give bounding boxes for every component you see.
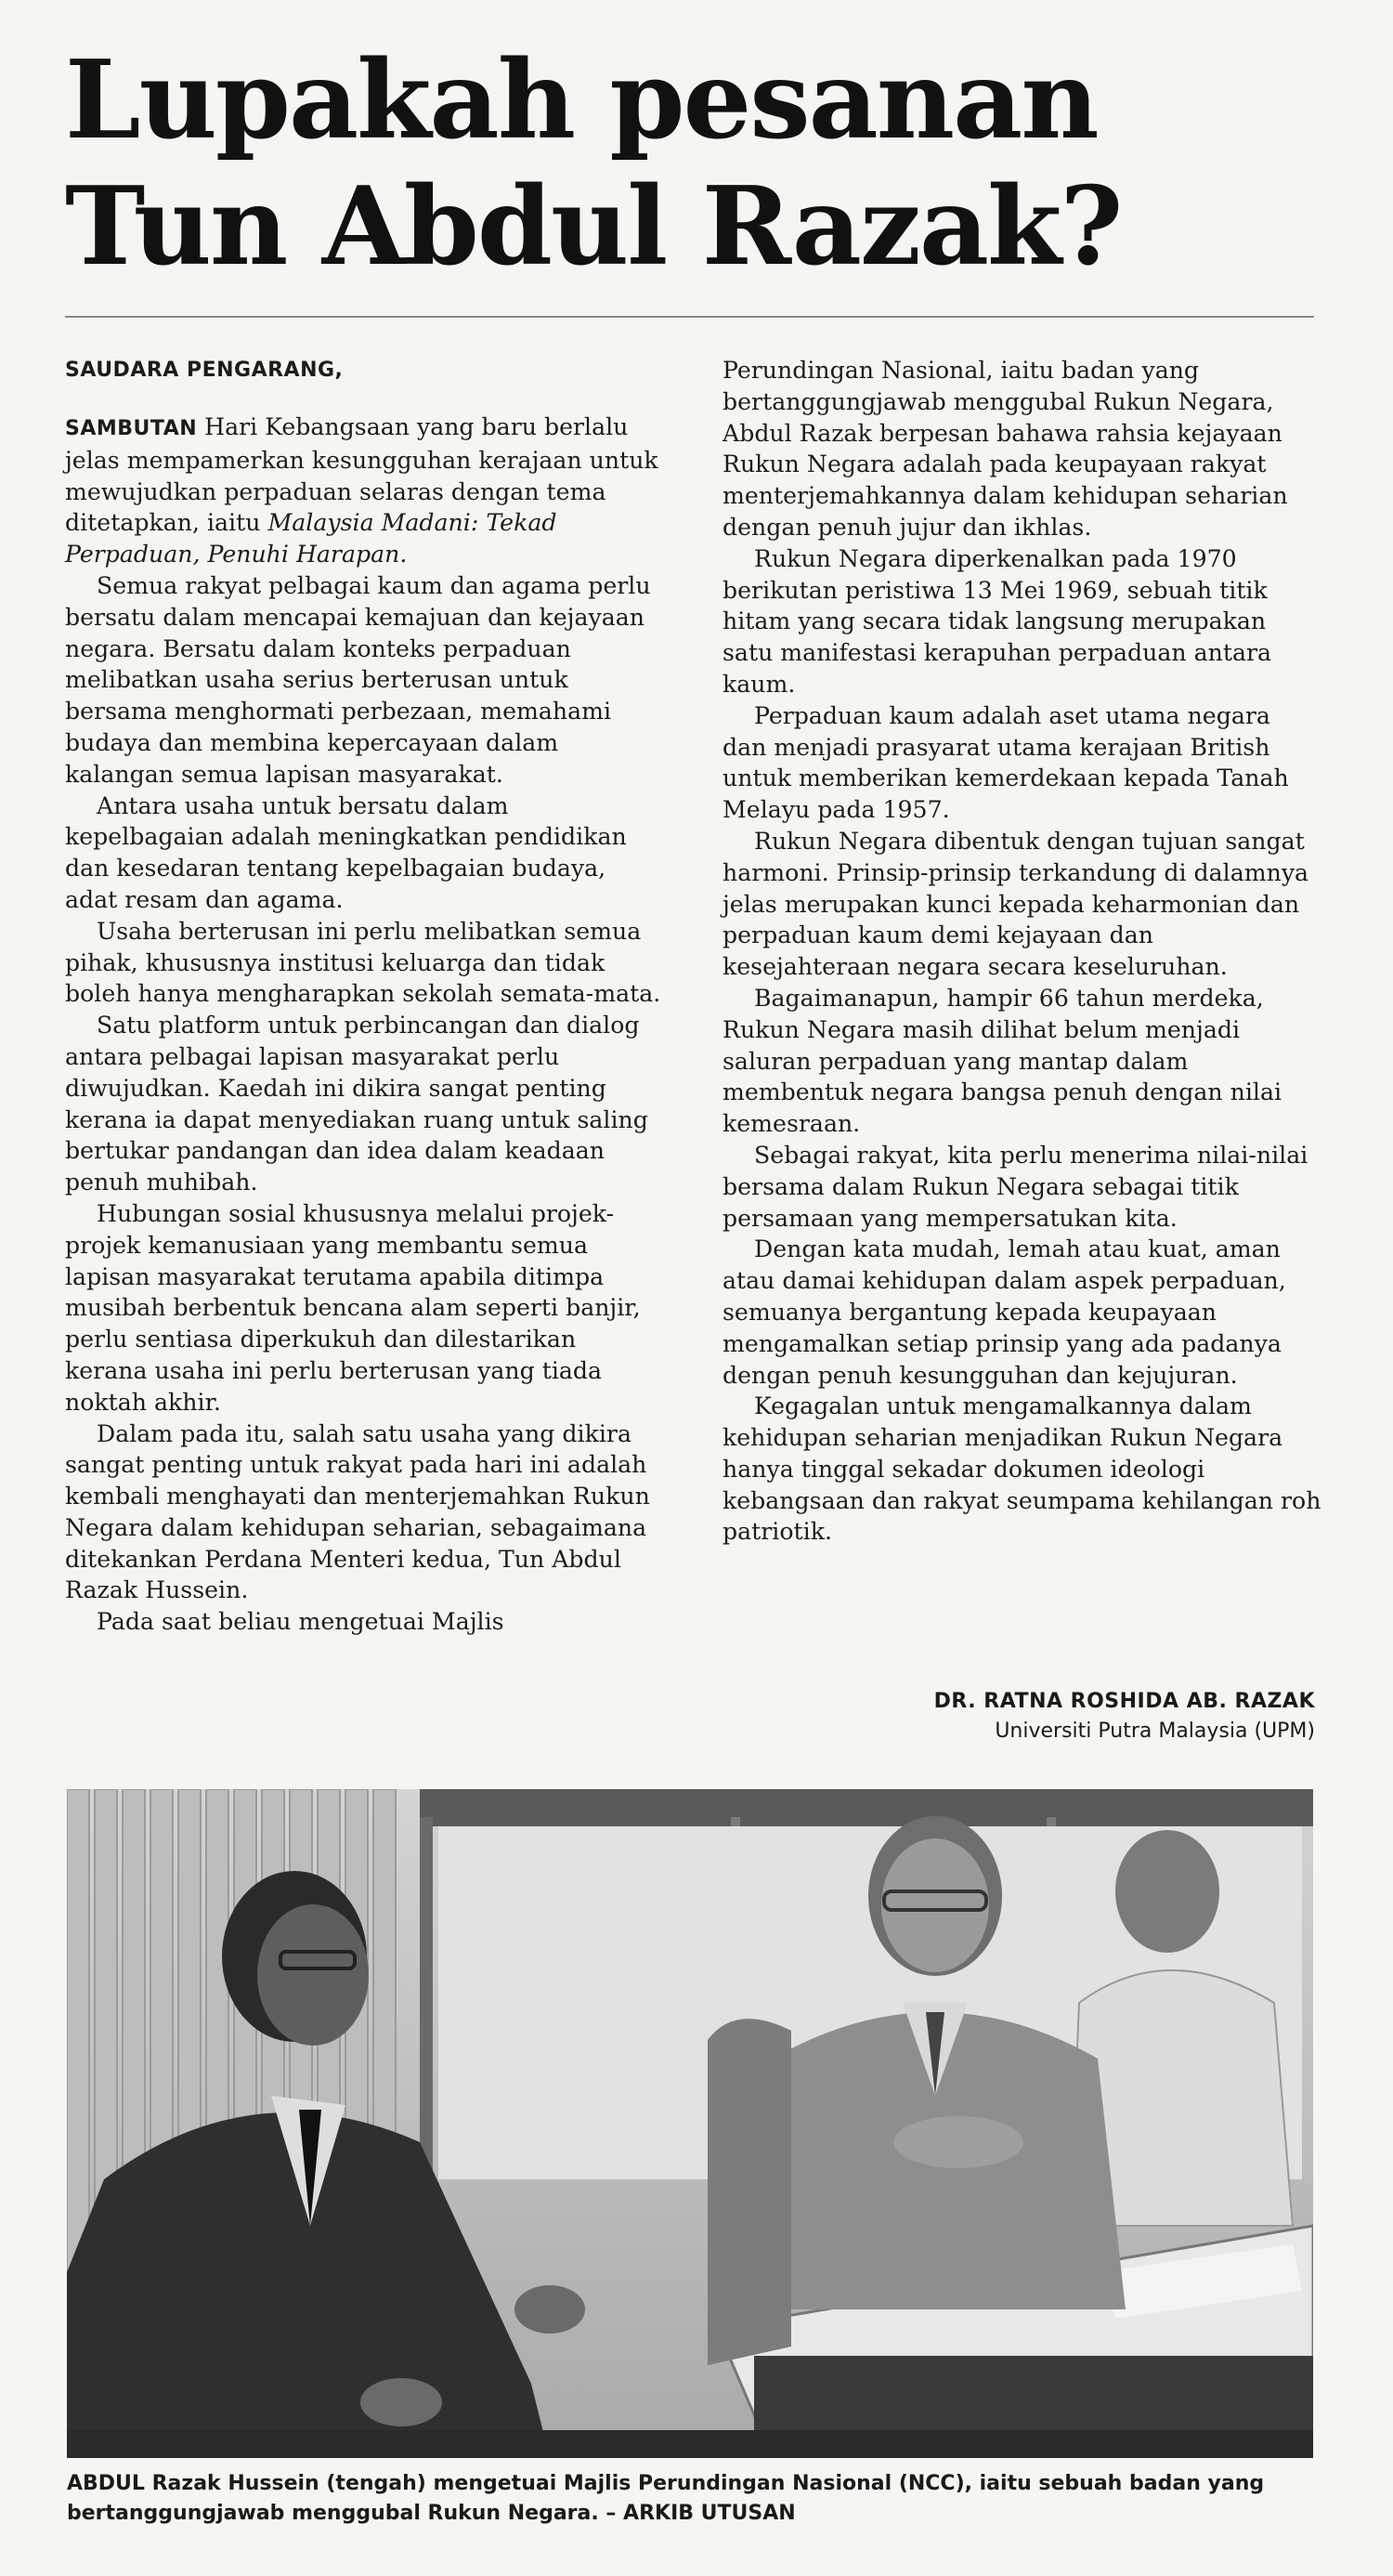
- paragraph: Perpaduan kaum adalah aset utama negara dan menjadi prasyarat utama kerajaan British untuk memberikan kemerdekaan kepada Tanah Melayu pada 1957.: [723, 701, 1289, 824]
- paragraph: Rukun Negara dibentuk dengan tujuan sangat harmoni. Prinsip-prinsip terkandung di dalamnya jelas merupakan kunci kepada keharmonian dan perpaduan kaum demi kejayaan dan kesejahteraan negara secara keseluruhan.: [723, 827, 1309, 981]
- paragraph-lead-text: Hari Kebangsaan yang baru berlalu jelas mempamerkan kesungguhan kerajaan untuk mewujudkan perpaduan selaras dengan tema ditetapkan, iaitu: [65, 413, 658, 537]
- headline-line-1: Lupakah pesanan: [65, 37, 1098, 163]
- article-column-right: [723, 355, 1321, 1548]
- paragraph: Hubungan sosial khususnya melalui projek-projek kemanusiaan yang membantu semua lapisan masyarakat terutama apabila ditimpa musibah berbentuk bencana alam seperti banjir, perlu sentiasa diperkukuh dan dilestarikan kerana usaha ini perlu berterusan yang tiada noktah akhir.: [65, 1199, 641, 1416]
- theme-italic: Malaysia Madani: Tekad Perpaduan, Penuhi Harapan.: [65, 509, 557, 569]
- headline-divider: [65, 316, 1314, 318]
- paragraph: Rukun Negara diperkenalkan pada 1970 berikutan peristiwa 13 Mei 1969, sebuah titik hitam yang secara tidak langsung merupakan satu manifestasi kerapuhan perpaduan antara kaum.: [723, 544, 1272, 698]
- paragraph-lead: [65, 412, 664, 570]
- salutation: SAUDARA PENGARANG,: [65, 359, 344, 382]
- paragraph: Satu platform untuk perbincangan dan dialog antara pelbagai lapisan masyarakat perlu diwujudkan. Kaedah ini dikira sangat penting kerana ia dapat menyediakan ruang untuk saling bertukar pandangan dan idea dalam keadaan penuh muhibah.: [65, 1012, 648, 1196]
- paragraph: Semua rakyat pelbagai kaum dan agama perlu bersatu dalam mencapai kemajuan dan kejayaan negara. Bersatu dalam konteks perpaduan melibatkan usaha serius berterusan untuk bersama menghormati perbezaan, memahami budaya dan membina kepercayaan dalam kalangan semua lapisan masyarakat.: [65, 571, 651, 788]
- paragraph: Bagaimanapun, hampir 66 tahun merdeka, Rukun Negara masih dilihat belum menjadi saluran perpaduan yang mantap dalam membentuk negara bangsa penuh dengan nilai kemesraan.: [723, 984, 1282, 1138]
- lead-in: SAMBUTAN: [65, 417, 198, 440]
- headline: [65, 37, 1328, 290]
- paragraph: Dengan kata mudah, lemah atau kuat, aman atau damai kehidupan dalam aspek perpaduan, semuanya bergantung kepada keupayaan mengamalkan setiap prinsip yang ada padanya dengan penuh kesungguhan dan kejujuran.: [723, 1236, 1286, 1389]
- author-signature: [934, 1687, 1315, 1746]
- paragraph: Antara usaha untuk bersatu dalam kepelbagaian adalah meningkatkan pendidikan dan kesedaran tentang kepelbagaian budaya, adat resam dan agama.: [65, 791, 627, 913]
- archive-photo-illustration: [67, 1789, 1313, 2458]
- headline-line-2: Tun Abdul Razak?: [65, 163, 1122, 290]
- author-name: DR. RATNA ROSHIDA AB. RAZAK: [933, 1690, 1315, 1713]
- paragraph: Usaha berterusan ini perlu melibatkan semua pihak, khususnya institusi keluarga dan tidak boleh hanya mengharapkan sekolah semata-mata.: [65, 917, 661, 1008]
- photo-caption: ABDUL Razak Hussein (tengah) mengetuai Majlis Perundingan Nasional (NCC), iaitu sebuah badan yang bertanggungjawab menggubal Rukun Negara. – ARKIB UTUSAN: [67, 2472, 1265, 2525]
- paragraph: Pada saat beliau mengetuai Majlis: [97, 1608, 504, 1636]
- author-affiliation: Universiti Putra Malaysia (UPM): [995, 1720, 1315, 1743]
- article-column-left: [65, 355, 664, 1638]
- paragraph: Perundingan Nasional, iaitu badan yang bertanggungjawab menggubal Rukun Negara, Abdul Razak berpesan bahawa rahsia kejayaan Rukun Negara adalah pada keupayaan rakyat menterjemahkannya dalam kehidupan seharian dengan penuh jujur dan ikhlas.: [723, 357, 1288, 541]
- archive-photo: [67, 1789, 1313, 2458]
- paragraph: Dalam pada itu, salah satu usaha yang dikira sangat penting untuk rakyat pada hari ini adalah kembali menghayati dan menterjemahkan Rukun Negara dalam kehidupan seharian, sebagaimana ditekankan Perdana Menteri kedua, Tun Abdul Razak Hussein.: [65, 1419, 650, 1604]
- paragraph: Kegagalan untuk mengamalkannya dalam kehidupan seharian menjadikan Rukun Negara hanya tinggal sekadar dokumen ideologi kebangsaan dan rakyat seumpama kehilangan roh patriotik.: [723, 1393, 1321, 1546]
- paragraph: Sebagai rakyat, kita perlu menerima nilai-nilai bersama dalam Rukun Negara sebagai titik persamaan yang mempersatukan kita.: [723, 1141, 1308, 1232]
